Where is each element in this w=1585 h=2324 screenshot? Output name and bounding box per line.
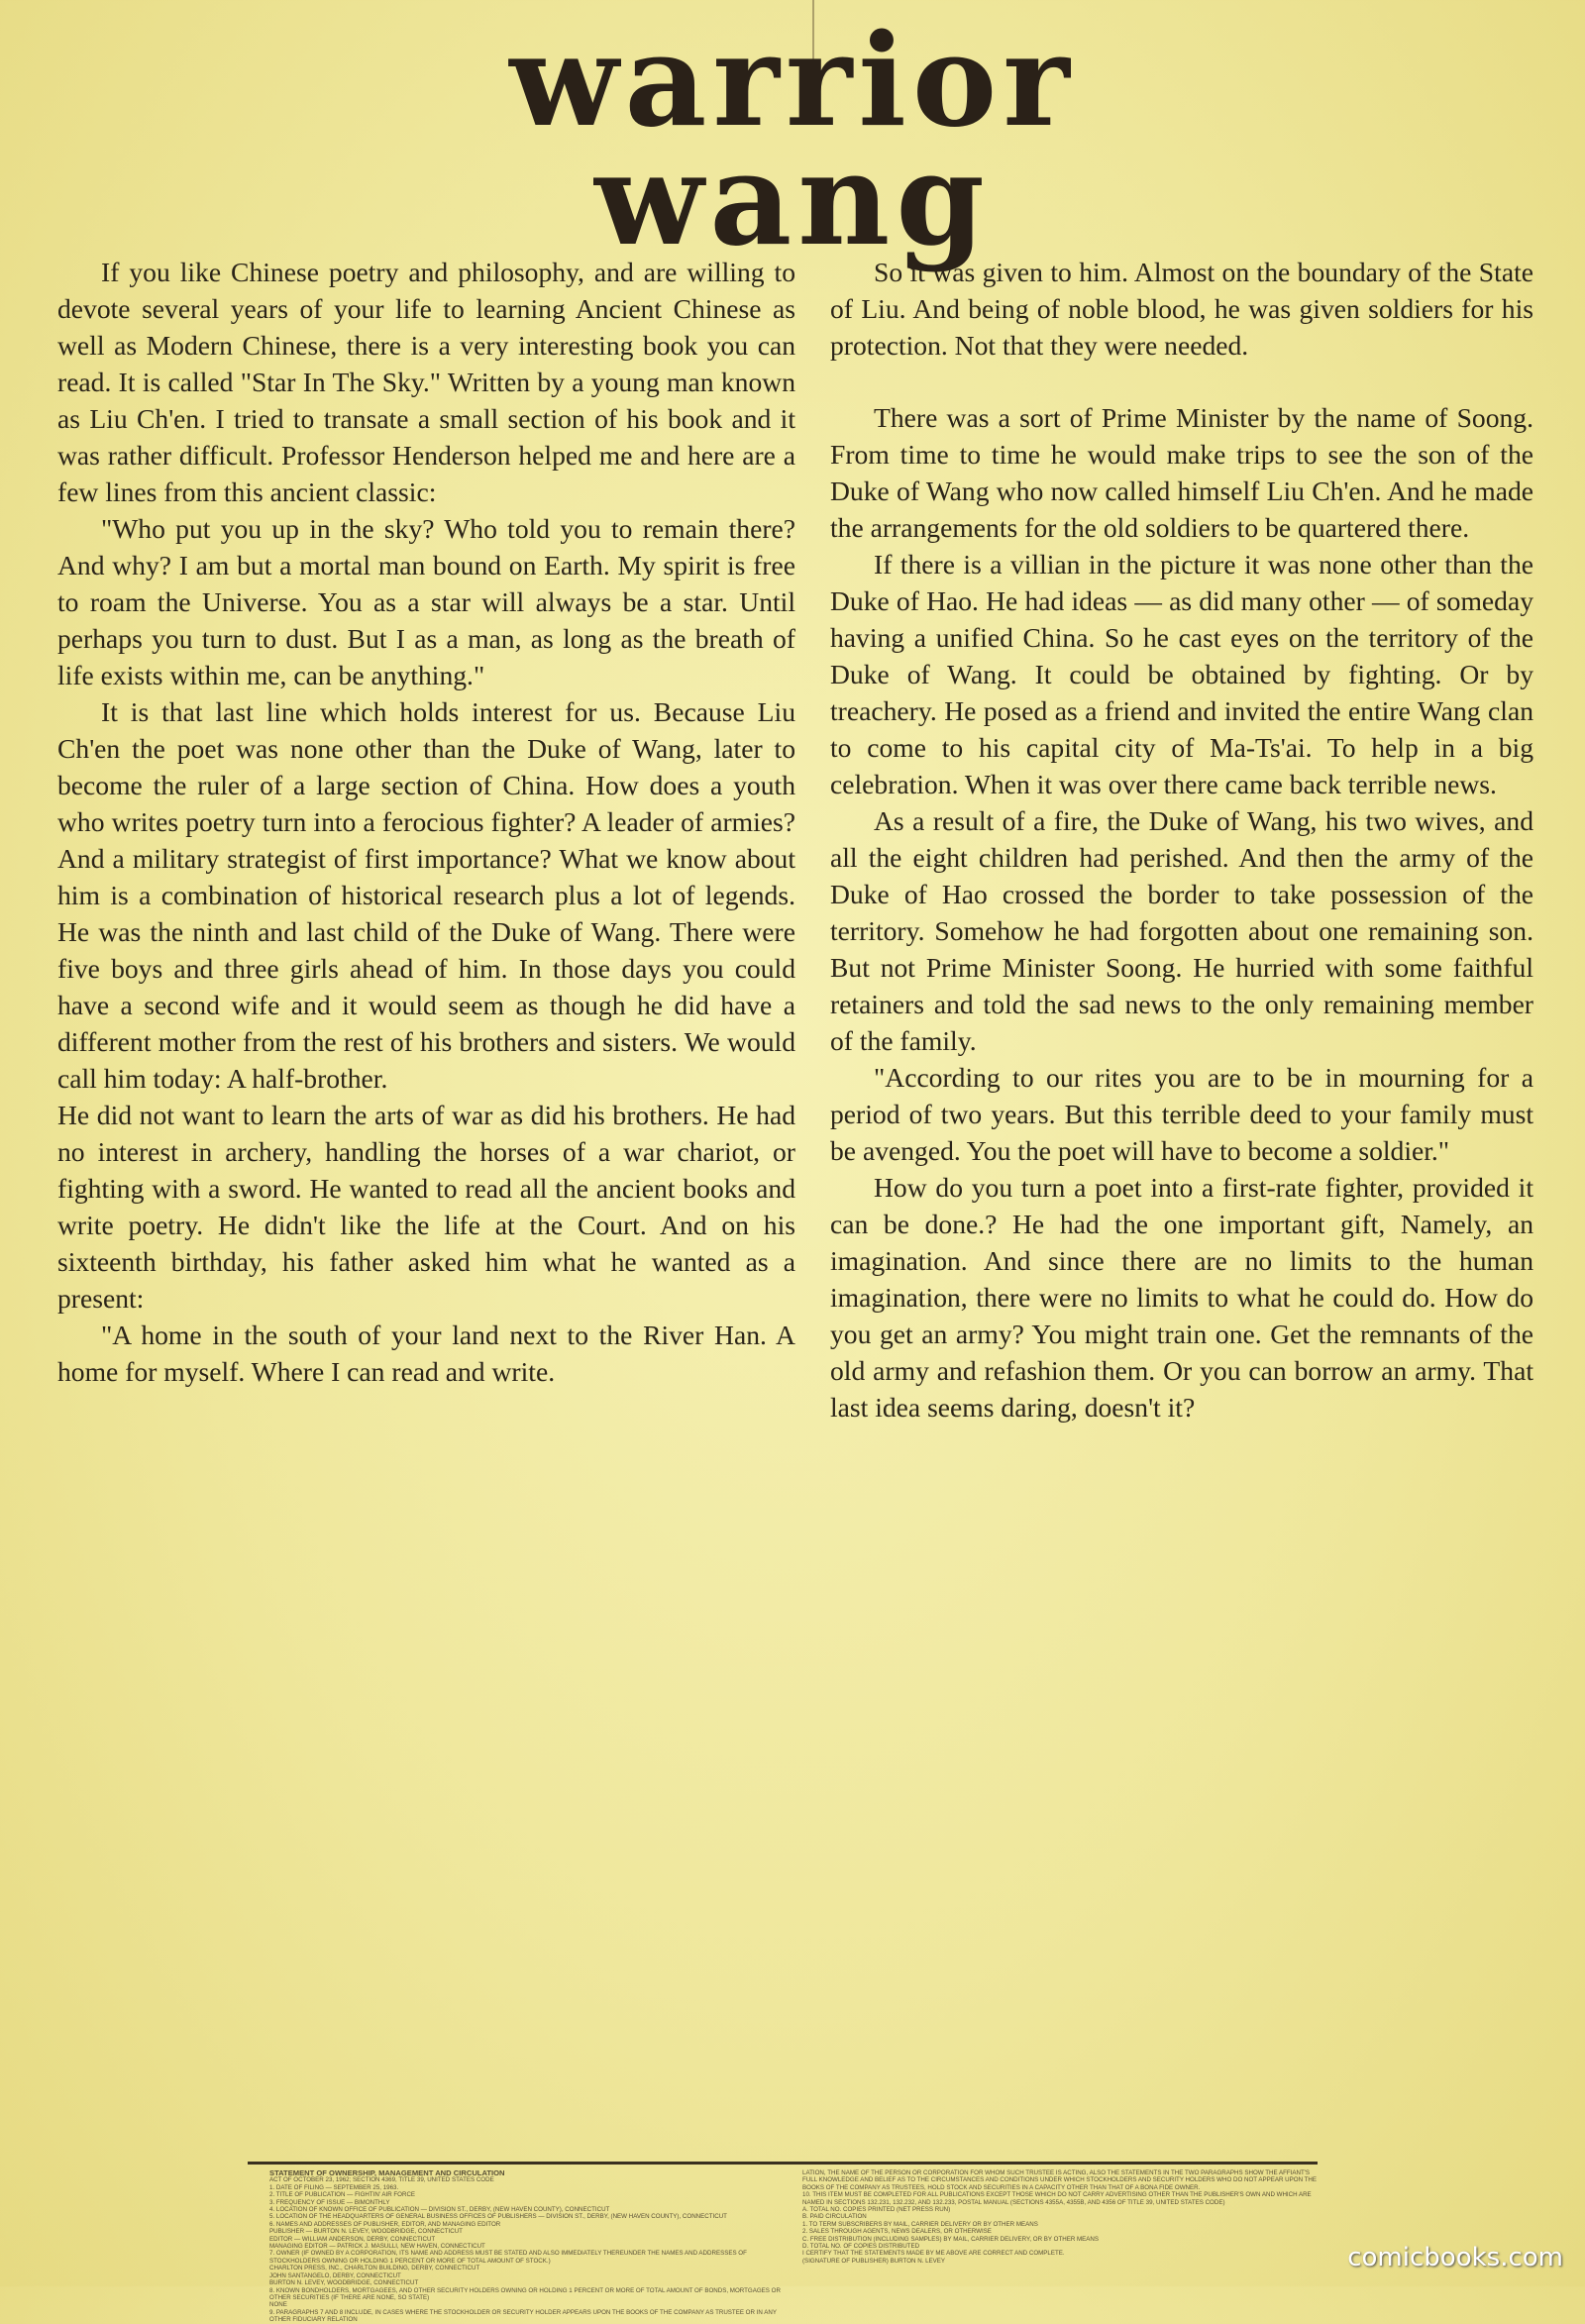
statement-line: 2. SALES THROUGH AGENTS, NEWS DEALERS, OR OTHERWISE	[802, 2228, 992, 2236]
statement-line: LATION, THE NAME OF THE PERSON OR CORPORATION FOR WHOM SUCH TRUSTEE IS ACTING, ALSO THE STATEMENTS IN THE TWO PARAGRAPHS SHOW THE AFFIANT'S FULL KNOWLEDGE AND BELIEF AS TO THE CIRCUMSTANCES AND CONDITIONS UNDER WHICH STOCKHOLDERS AND SECURITY HOLDERS WHO DO NOT APPEAR UPON THE BOOKS OF THE COMPANY AS TRUSTEES, HOLD STOCK AND SECURITIES IN A CAPACITY OTHER THAN THAT OF A BONA FIDE OWNER.	[802, 2169, 1318, 2191]
statement-line: CHARLTON PRESS, INC., CHARLTON BUILDING, DERBY, CONNECTICUT	[269, 2265, 480, 2272]
paragraph: "A home in the south of your land next to the River Han. A home for myself. Where I can read and write.	[57, 1320, 795, 1387]
headline-line-1: warrior	[509, 7, 1076, 156]
paragraph: "According to our rites you are to be in mourning for a period of two years. But this terrible deed to your family must be avenged. You the poet will have to become a soldier."	[830, 1062, 1533, 1166]
statement-line: NONE	[269, 2301, 287, 2309]
statement-line: 3. FREQUENCY OF ISSUE — BIMONTHLY	[269, 2198, 390, 2206]
headline-line-2: wang	[594, 126, 991, 274]
paragraph: It is that last line which holds interest for us. Because Liu Ch'en the poet was none other than the Duke of Wang, later to become the ruler of a large section of China. How does a youth who writes poetry turn into a ferocious fighter? A leader of armies? And a military strategist of first importance? What we know about him is a combination of historical research plus a lot of legends. He was the ninth and last child of the Duke of Wang. There were five boys and three girls ahead of him. In those days you could have a second wife and it would seem as though he did have a different mother from the rest of his brothers and sisters. We would call him today: A half-brother.	[57, 696, 795, 1094]
statement-line: MANAGING EDITOR — PATRICK J. MASULLI, NEW HAVEN, CONNECTICUT	[269, 2243, 485, 2251]
paragraph: There was a sort of Prime Minister by the name of Soong. From time to time he would make trips to see the son of the Duke of Wang who now called himself Liu Ch'en. And he made the arrangements for the old soldiers to be quartered there.	[830, 402, 1533, 543]
statement-line: A. TOTAL NO. COPIES PRINTED (NET PRESS RUN)	[802, 2206, 951, 2214]
statement-line: 7. OWNER (IF OWNED BY A CORPORATION, ITS NAME AND ADDRESS MUST BE STATED AND ALSO IMMEDIATELY THEREUNDER THE NAMES AND ADDRESSES OF STOCKHOLDERS OWNING OR HOLDING 1 PERCENT OR MORE OF TOTAL AMOUNT OF STOCK.)	[269, 2250, 747, 2265]
statement-line: B. PAID CIRCULATION	[802, 2213, 867, 2221]
paragraph: As a result of a fire, the Duke of Wang, his two wives, and all the eight children had perished. And then the army of the Duke of Hao crossed the border to take possession of the territory. Somehow he had forgotten about one remaining son. But not Prime Minister Soong. He hurried with some faithful retainers and told the sad news to the only remaining member of the family.	[830, 805, 1533, 1056]
statement-line: EDITOR — WILLIAM ANDERSON, DERBY, CONNECTICUT	[269, 2235, 436, 2243]
statement-line: 8. KNOWN BONDHOLDERS, MORTGAGEES, AND OTHER SECURITY HOLDERS OWNING OR HOLDING 1 PERCENT OR MORE OF TOTAL AMOUNT OF BONDS, MORTGAGES OR OTHER SECURITIES (IF THERE ARE NONE, SO STATE)	[269, 2286, 781, 2301]
statement-line: PUBLISHER — BURTON N. LEVEY, WOODBRIDGE, CONNECTICUT	[269, 2228, 463, 2236]
right-text-column	[830, 254, 1533, 1426]
paragraph: If you like Chinese poetry and philosophy, and are willing to devote several years of your life to learning Ancient Chinese as well as Modern Chinese, there is a very interesting book you can read. It is called "Star In The Sky." Written by a young man known as Liu Ch'en. I tried to transate a small section of his book and it was rather difficult. Professor Henderson helped me and here are a few lines from this ancient classic:	[57, 257, 795, 507]
statement-line: 1. TO TERM SUBSCRIBERS BY MAIL, CARRIER DELIVERY OR BY OTHER MEANS	[802, 2220, 1038, 2228]
statement-line: C. FREE DISTRIBUTION (INCLUDING SAMPLES) BY MAIL, CARRIER DELIVERY, OR BY OTHER MEANS	[802, 2235, 1100, 2243]
statement-line: I CERTIFY THAT THE STATEMENTS MADE BY ME ABOVE ARE CORRECT AND COMPLETE.	[802, 2250, 1065, 2258]
paragraph: He did not want to learn the arts of war as did his brothers. He had no interest in archery, handling the horses of a war chariot, or fighting with a sword. He wanted to read all the ancient books and write poetry. He didn't like the life at the Court. And on his sixteenth birthday, his father asked him what he wanted as a present:	[57, 1100, 795, 1314]
ownership-statement-right	[802, 2169, 1318, 2269]
statement-line: 6. NAMES AND ADDRESSES OF PUBLISHER, EDITOR, AND MANAGING EDITOR	[269, 2220, 501, 2228]
left-text-column	[57, 254, 795, 1390]
statement-line: 4. LOCATION OF KNOWN OFFICE OF PUBLICATION — DIVISION ST., DERBY, (NEW HAVEN COUNTY), CONNECTICUT	[269, 2206, 610, 2214]
site-watermark: comicbooks.com	[1347, 2243, 1563, 2272]
paragraph: "Who put you up in the sky? Who told you to remain there? And why? I am but a mortal man bound on Earth. My spirit is free to roam the Universe. You as a star will always be a star. Until perhaps you turn to dust. But I as a man, as long as the breath of life exists within me, can be anything."	[57, 513, 795, 690]
paragraph: If there is a villian in the picture it was none other than the Duke of Hao. He had ideas — as did many other — of someday having a unified China. So he cast eyes on the territory of the Duke of Wang. It could be obtained by fighting. Or by treachery. He posed as a friend and invited the entire Wang clan to come to his capital city of Ma-Ts'ai. To help in a big celebration. When it was over there came back terrible news.	[830, 549, 1533, 799]
statement-line: 2. TITLE OF PUBLICATION — FIGHTIN' AIR FORCE	[269, 2191, 416, 2199]
statement-line: ACT OF OCTOBER 23, 1962; SECTION 4369, TITLE 39, UNITED STATES CODE	[269, 2176, 494, 2184]
statement-line: (SIGNATURE OF PUBLISHER) BURTON N. LEVEY	[802, 2257, 946, 2265]
statement-header: STATEMENT OF OWNERSHIP, MANAGEMENT AND CIRCULATION	[269, 2168, 505, 2177]
statement-line: 10. THIS ITEM MUST BE COMPLETED FOR ALL PUBLICATIONS EXCEPT THOSE WHICH DO NOT CARRY ADVERTISING OTHER THAN THE PUBLISHER'S OWN AND WHICH ARE NAMED IN SECTIONS 132.231, 132.232, AND 132.233, POSTAL MANUAL (SECTIONS 4355A, 4355B, AND 4356 OF TITLE 39, UNITED STATES CODE)	[802, 2191, 1312, 2206]
statement-line: BURTON N. LEVEY, WOODBRIDGE, CONNECTICUT	[269, 2279, 419, 2287]
statement-line: 5. LOCATION OF THE HEADQUARTERS OF GENERAL BUSINESS OFFICES OF PUBLISHERS — DIVISION ST., DERBY, (NEW HAVEN COUNTY), CONNECTICUT	[269, 2213, 727, 2221]
paragraph: How do you turn a poet into a first-rate fighter, provided it can be done.? He had the one important gift, Namely, an imagination. And since there are no limits to the human imagination, there were no limits to what he could do. How do you get an army? You might train one. Get the remnants of the old army and refashion them. Or you can borrow an army. That last idea seems daring, doesn't it?	[830, 1172, 1533, 1423]
statement-line: 1. DATE OF FILING — SEPTEMBER 25, 1963.	[269, 2183, 399, 2191]
statement-line: 9. PARAGRAPHS 7 AND 8 INCLUDE, IN CASES WHERE THE STOCKHOLDER OR SECURITY HOLDER APPEARS UPON THE BOOKS OF THE COMPANY AS TRUSTEE OR IN ANY OTHER FIDUCIARY RELATION	[269, 2308, 777, 2324]
statement-line: JOHN SANTANGELO, DERBY, CONNECTICUT	[269, 2271, 401, 2279]
statement-divider	[248, 2162, 1318, 2165]
paragraph: So it was given to him. Almost on the boundary of the State of Liu. And being of noble blood, he was given soldiers for his protection. Not that they were needed.	[830, 257, 1533, 361]
statement-line: D. TOTAL NO. OF COPIES DISTRIBUTED	[802, 2243, 920, 2251]
ownership-statement-left	[269, 2168, 785, 2324]
